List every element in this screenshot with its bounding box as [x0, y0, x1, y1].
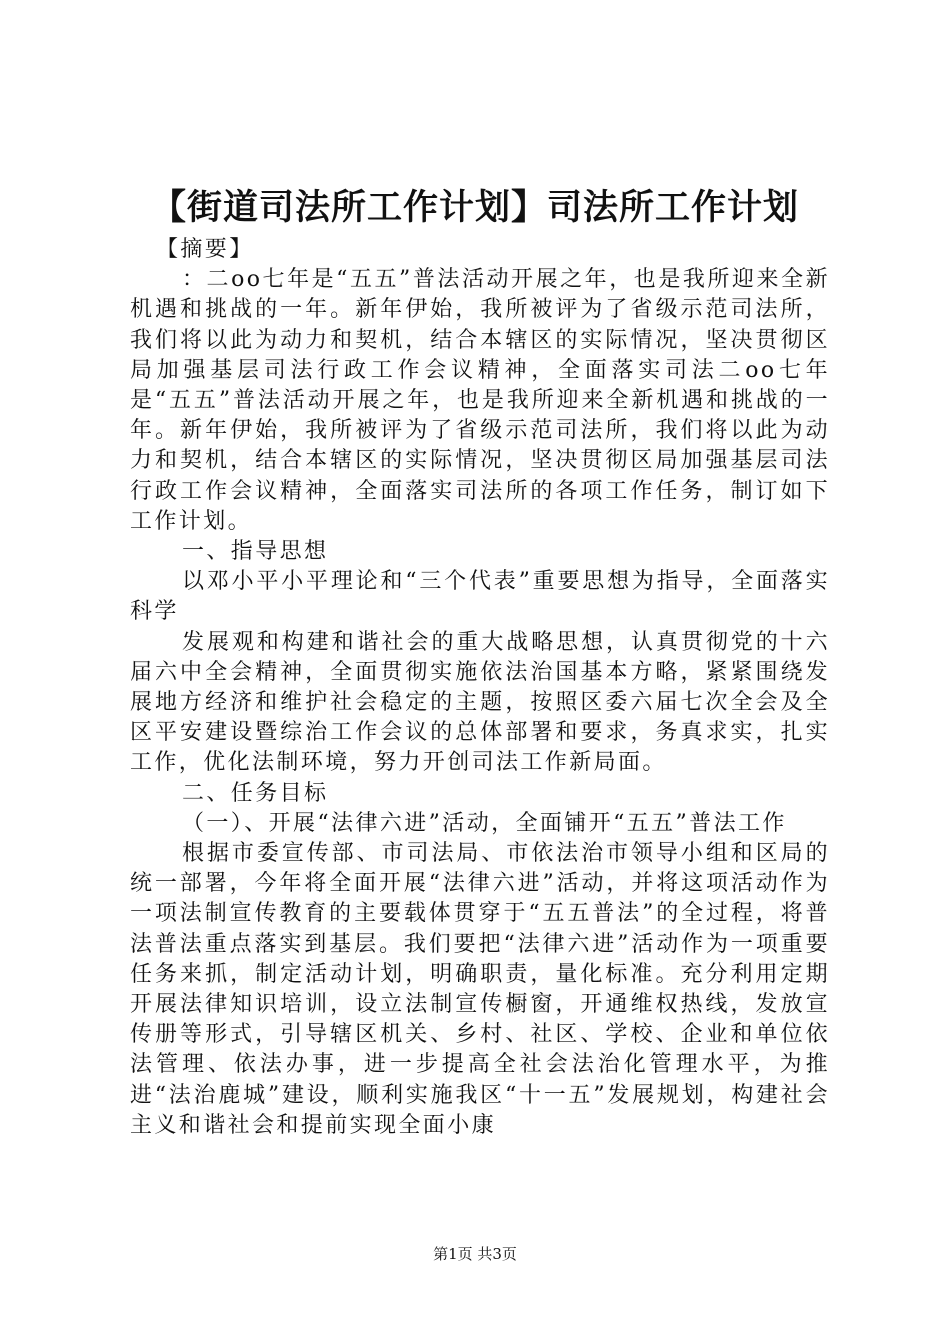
abstract-heading: 【摘要】 [156, 237, 254, 262]
page-number-footer: 第1页 共3页 [433, 1245, 517, 1263]
subsection-heading-law-campaign: （一）、开展“法律六进”活动，全面铺开“五五”普法工作 [182, 810, 787, 836]
guiding-thought-paragraph-2: 发展观和构建和谐社会的重大战略思想，认真贯彻党的十六届六中全会精神，全面贯彻实施依法治国基本方略，紧紧围绕发展地方经济和维护社会稳定的主题，按照区委六届七次全会及全区平安建设暨综治工作会议的总体部署和要求，务真求实，扎实工作，优化法制环境，努力开创司法工作新局面。 [130, 629, 830, 776]
abstract-paragraph: ：二oo七年是“五五”普法活动开展之年，也是我所迎来全新机遇和挑战的一年。新年伊始，我所被评为了省级示范司法所，我们将以此为动力和契机，结合本辖区的实际情况，坚决贯彻区局加强基层司法行政工作会议精神，全面落实司法二oo七年是“五五”普法活动开展之年，也是我所迎来全新机遇和挑战的一年。新年伊始，我所被评为了省级示范司法所，我们将以此为动力和契机，结合本辖区的实际情况，坚决贯彻区局加强基层司法行政工作会议精神，全面落实司法所的各项工作任务，制订如下工作计划。 [130, 267, 830, 534]
section-heading-guiding-thought: 一、指导思想 [182, 539, 329, 565]
document-body [130, 235, 830, 1141]
section-heading-task-goals: 二、任务目标 [182, 780, 329, 806]
document-title: 【街道司法所工作计划】司法所工作计划 [150, 187, 799, 228]
law-campaign-paragraph: 根据市委宣传部、市司法局、市依法治市领导小组和区局的统一部署，今年将全面开展“法律六进”活动，并将这项活动作为一项法制宣传教育的主要载体贯穿于“五五普法”的全过程，将普法普法重点落实到基层。我们要把“法律六进”活动作为一项重要任务来抓，制定活动计划，明确职责，量化标准。充分利用定期开展法律知识培训，设立法制宣传橱窗，开通维权热线，发放宣传册等形式，引导辖区机关、乡村、社区、学校、企业和单位依法管理、依法办事，进一步提高全社会法治化管理水平，为推进“法治鹿城”建设，顺利实施我区“十一五”发展规划，构建社会主义和谐社会和提前实现全面小康 [130, 841, 830, 1138]
guiding-thought-paragraph-1: 以邓小平小平理论和“三个代表”重要思想为指导，全面落实科学 [130, 569, 830, 625]
